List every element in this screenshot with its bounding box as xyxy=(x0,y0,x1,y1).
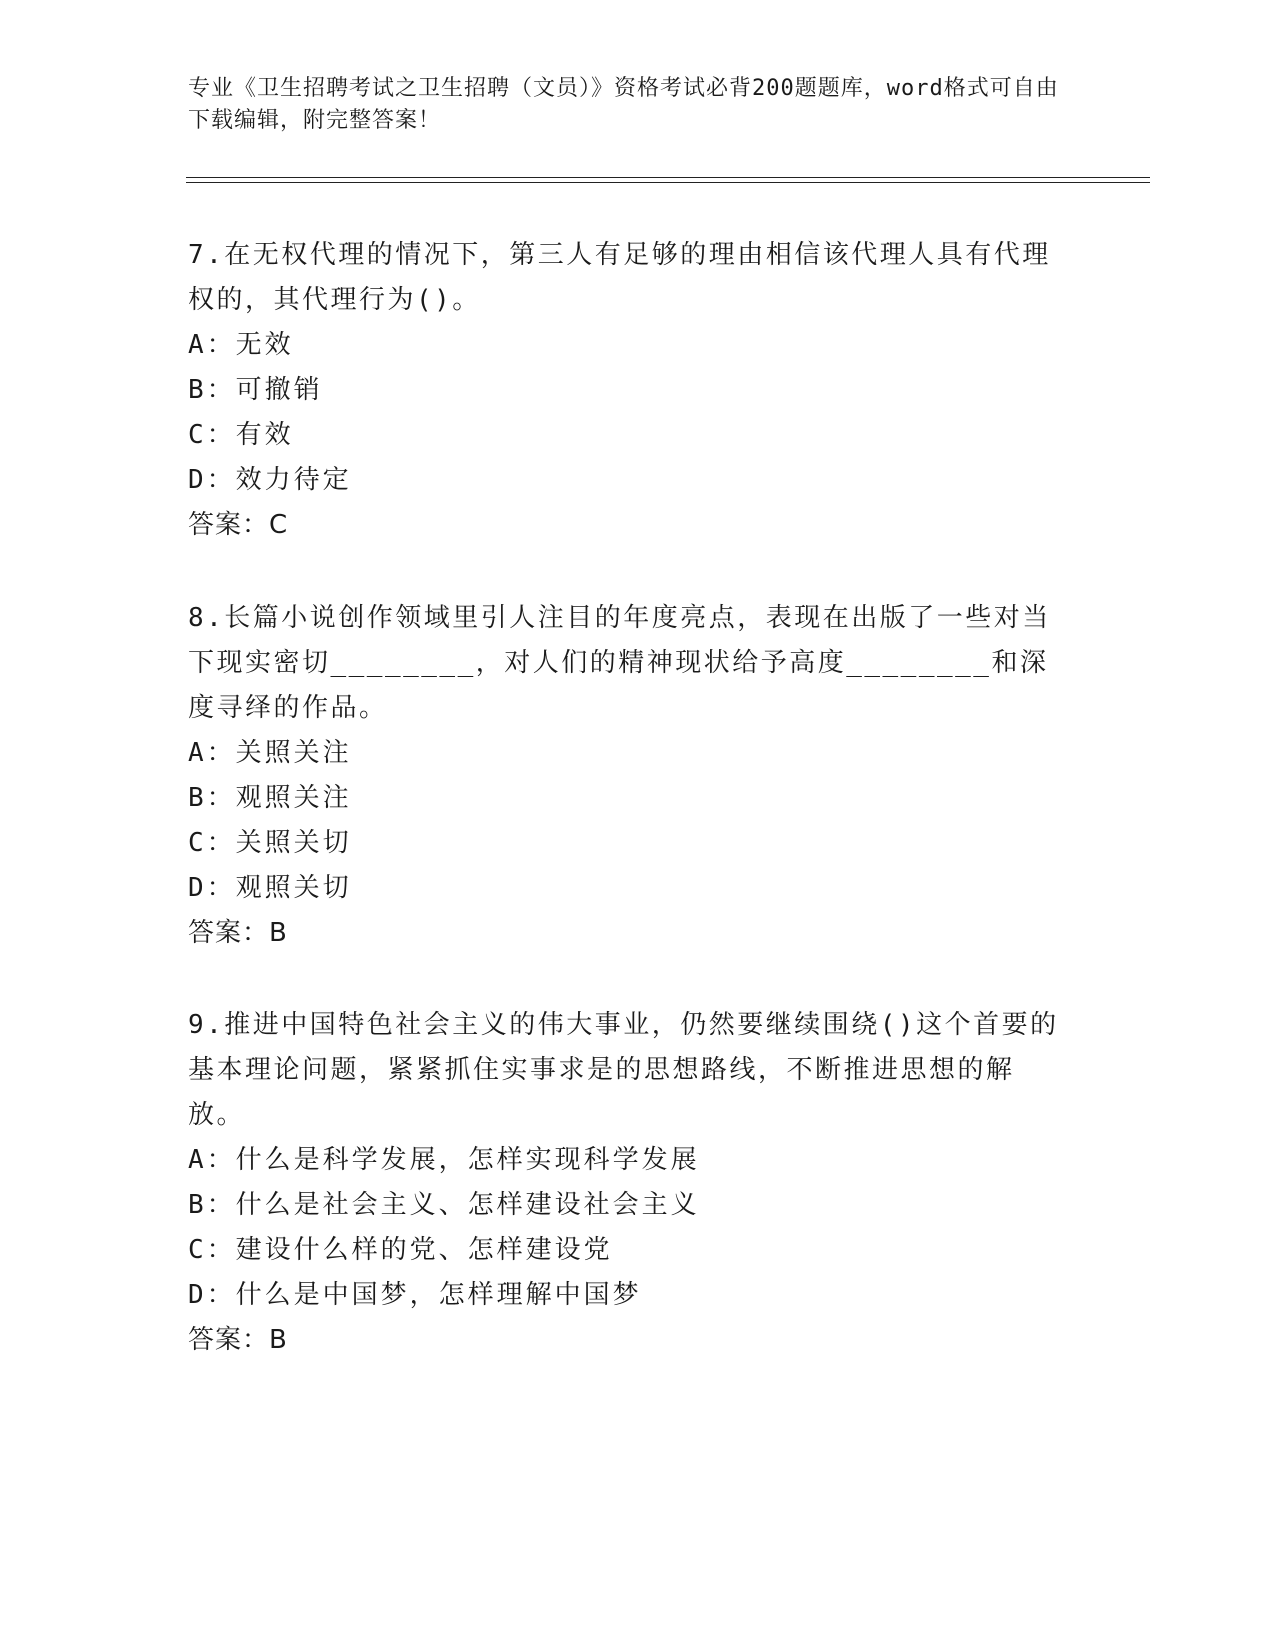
option-c: C：建设什么样的党、怎样建设党 xyxy=(188,1235,613,1265)
option-a: A：关照关注 xyxy=(188,738,352,768)
question-stem: 7.在无权代理的情况下，第三人有足够的理由相信该代理人具有代理权的，其代理行为()。 xyxy=(188,240,1051,315)
option-c: C：关照关切 xyxy=(188,828,352,858)
option-c: C：有效 xyxy=(188,420,294,450)
question-8 xyxy=(188,596,1068,956)
option-d: D：观照关切 xyxy=(188,873,352,903)
option-d: D：效力待定 xyxy=(188,465,352,495)
option-d: D：什么是中国梦，怎样理解中国梦 xyxy=(188,1280,642,1310)
answer-line: 答案：B xyxy=(188,918,288,948)
answer-line: 答案：C xyxy=(188,510,289,540)
option-a: A：什么是科学发展，怎样实现科学发展 xyxy=(188,1145,700,1175)
answer-line: 答案：B xyxy=(188,1325,288,1355)
option-a: A：无效 xyxy=(188,330,294,360)
header-divider-top xyxy=(186,177,1150,178)
option-b: B：观照关注 xyxy=(188,783,352,813)
header-divider-bottom xyxy=(186,182,1150,183)
option-b: B：可撤销 xyxy=(188,375,323,405)
document-header: 专业《卫生招聘考试之卫生招聘（文员）》资格考试必背200题题库，word格式可自由下载编辑，附完整答案！ xyxy=(188,76,1059,133)
question-9 xyxy=(188,1003,1068,1363)
option-b: B：什么是社会主义、怎样建设社会主义 xyxy=(188,1190,700,1220)
question-stem: 8.长篇小说创作领域里引人注目的年度亮点，表现在出版了一些对当下现实密切________，对人们的精神现状给予高度________和深度寻绎的作品。 xyxy=(188,603,1051,723)
question-stem: 9.推进中国特色社会主义的伟大事业，仍然要继续围绕()这个首要的基本理论问题，紧紧抓住实事求是的思想路线，不断推进思想的解放。 xyxy=(188,1010,1059,1130)
question-7 xyxy=(188,233,1068,548)
